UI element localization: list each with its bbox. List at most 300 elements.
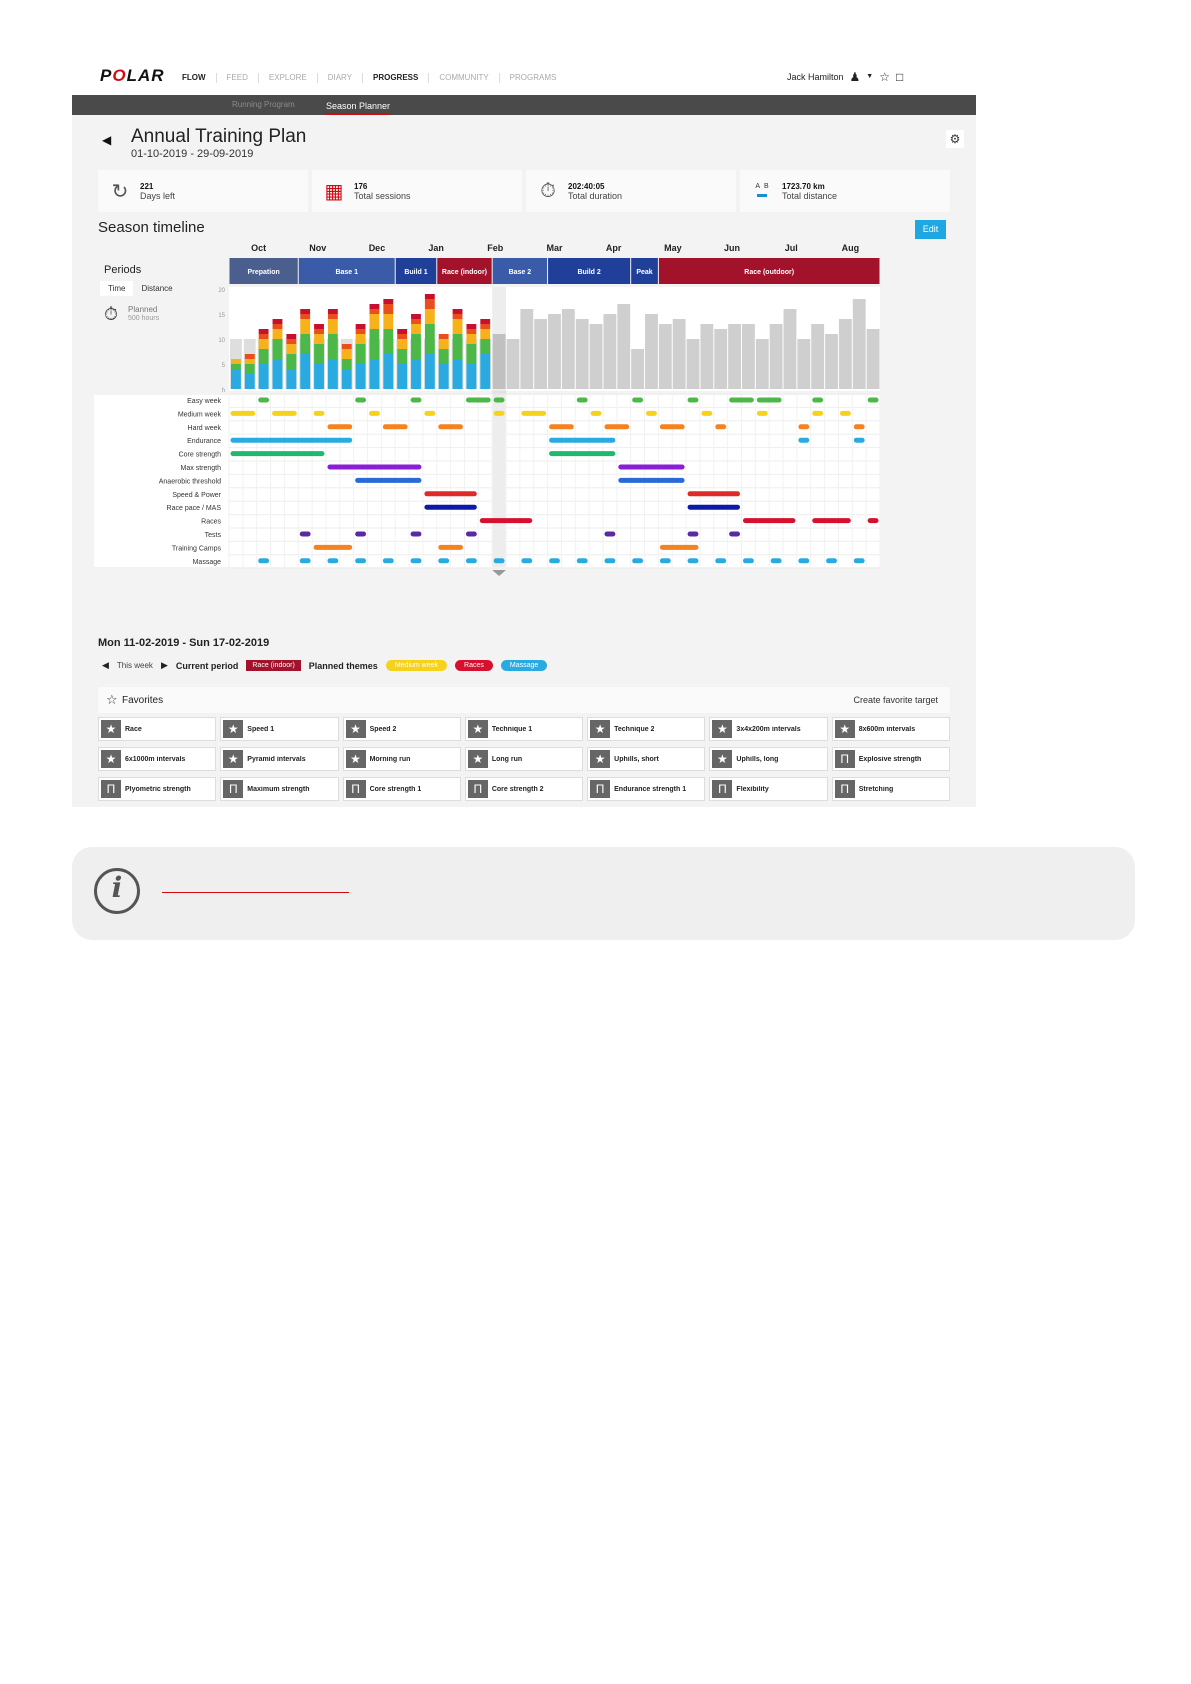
current-week-marker — [492, 570, 506, 576]
actual-bar-segment — [300, 309, 310, 314]
theme-segment — [798, 438, 809, 443]
actual-bar-segment — [411, 319, 421, 324]
theme-segment — [549, 424, 574, 429]
runner-icon: ★ — [712, 750, 732, 768]
planned-bar — [603, 314, 616, 389]
actual-bar-segment — [356, 364, 366, 389]
theme-segment — [757, 411, 768, 416]
theme-segment — [729, 532, 740, 537]
favorite-item[interactable] — [343, 777, 461, 801]
favorite-item[interactable] — [709, 777, 827, 801]
theme-segment — [231, 451, 325, 456]
favorite-item[interactable] — [832, 747, 950, 771]
planned-bar — [534, 319, 547, 389]
stat-label: Total distance — [782, 190, 838, 201]
nav-community[interactable]: COMMUNITY — [428, 73, 498, 83]
favorite-item[interactable] — [465, 777, 583, 801]
actual-bar-segment — [480, 339, 490, 354]
actual-bar-segment — [245, 359, 255, 364]
nav-programs[interactable]: PROGRAMS — [499, 73, 567, 83]
prev-week-icon[interactable]: ◀ — [102, 660, 109, 670]
planned-bar — [756, 339, 769, 389]
actual-bar-segment — [397, 334, 407, 339]
person-icon: ♟ — [849, 70, 861, 84]
planned-hours: 500 hours — [128, 315, 160, 322]
actual-bar-segment — [286, 334, 296, 339]
planned-bar — [617, 304, 630, 389]
runner-icon: ★ — [590, 750, 610, 768]
theme-segment — [632, 558, 643, 563]
favorite-label: Race — [125, 725, 142, 733]
theme-segment — [688, 398, 699, 403]
theme-segment — [411, 398, 422, 403]
actual-bar-segment — [439, 334, 449, 339]
actual-bar-segment — [259, 339, 269, 349]
theme-segment — [231, 438, 353, 443]
theme-segment — [327, 465, 421, 470]
stat-value: 1723.70 km — [782, 181, 825, 191]
planned-bar — [825, 334, 838, 389]
theme-segment — [314, 411, 325, 416]
favorite-item[interactable] — [587, 747, 705, 771]
season-timeline-chart — [72, 55, 976, 635]
actual-bar-segment — [245, 354, 255, 359]
favorite-label: Technique 2 — [614, 725, 655, 733]
favorite-item[interactable] — [220, 717, 338, 741]
theme-segment — [812, 411, 823, 416]
theme-chip-massage: Massage — [501, 660, 547, 671]
planned-bar — [687, 339, 700, 389]
actual-bar-segment — [383, 329, 393, 354]
period-label: Prepation — [247, 269, 280, 276]
theme-segment — [660, 545, 699, 550]
tab-distance[interactable]: Distance — [133, 281, 180, 296]
planned-bar — [576, 319, 589, 389]
actual-bar-segment — [411, 334, 421, 359]
theme-row-label: Race pace / MAS — [166, 505, 221, 513]
theme-segment — [549, 451, 615, 456]
actual-bar-segment — [356, 329, 366, 334]
actual-bar-segment — [370, 304, 380, 309]
current-period-label: Current period — [175, 660, 239, 671]
theme-segment — [798, 424, 809, 429]
strength-icon: Π — [712, 780, 732, 798]
current-period-chip: Race (indoor) — [246, 660, 300, 671]
theme-segment — [604, 558, 615, 563]
actual-bar-segment — [397, 329, 407, 334]
actual-bar-segment — [466, 344, 476, 364]
favorite-label: Core strength 1 — [369, 785, 422, 793]
period-label: Base 1 — [335, 269, 359, 276]
theme-segment — [757, 398, 782, 403]
theme-segment — [521, 411, 546, 416]
actual-bar-segment — [383, 354, 393, 389]
actual-bar-segment — [300, 319, 310, 334]
theme-segment — [688, 505, 740, 510]
theme-segment — [494, 558, 505, 563]
strength-icon: Π — [223, 780, 243, 798]
theme-segment — [798, 558, 809, 563]
y-tick-label: 15 — [218, 313, 225, 319]
actual-bar-segment — [466, 329, 476, 334]
actual-bar-segment — [314, 329, 324, 334]
actual-bar-segment — [342, 369, 352, 389]
actual-bar-segment — [425, 309, 435, 324]
actual-bar-segment — [453, 309, 463, 314]
theme-segment — [272, 411, 297, 416]
period-label: Race (indoor) — [441, 269, 488, 276]
month-label: Nov — [309, 243, 327, 253]
stat-value: 221 — [140, 181, 154, 191]
distance-a: A — [755, 182, 761, 190]
runner-icon: ★ — [590, 720, 610, 738]
back-arrow-icon[interactable]: ◀ — [102, 133, 112, 147]
planned-bar — [770, 324, 783, 389]
theme-row-label: Hard week — [187, 424, 221, 432]
runner-icon: ★ — [223, 720, 243, 738]
actual-bar-segment — [383, 314, 393, 329]
theme-segment — [494, 411, 505, 416]
nav-diary[interactable]: DIARY — [317, 73, 362, 83]
favorite-item[interactable] — [98, 777, 216, 801]
theme-row-label: Easy week — [187, 398, 221, 405]
actual-bar-segment — [328, 334, 338, 359]
favorite-item[interactable] — [98, 747, 216, 771]
favorite-item[interactable] — [465, 717, 583, 741]
actual-bar-segment — [314, 344, 324, 364]
favorite-item[interactable] — [220, 777, 338, 801]
favorites-grid — [98, 717, 950, 801]
planned-bar — [811, 324, 824, 389]
favorite-item[interactable] — [343, 717, 461, 741]
actual-bar-segment — [370, 314, 380, 329]
theme-segment — [715, 558, 726, 563]
theme-chip-races: Races — [455, 660, 493, 671]
actual-bar-segment — [397, 349, 407, 364]
actual-bar-segment — [439, 339, 449, 349]
planned-bar — [867, 329, 880, 389]
tab-time[interactable]: Time — [100, 281, 133, 296]
actual-bar-segment — [356, 344, 366, 364]
favorite-label: 8x600m intervals — [858, 725, 916, 733]
theme-segment — [812, 398, 823, 403]
favorite-label: 3x4x200m intervals — [736, 725, 801, 733]
favorite-label: Long run — [491, 755, 523, 763]
theme-segment — [868, 518, 879, 523]
actual-bar-segment — [273, 339, 283, 359]
actual-bar-segment — [370, 359, 380, 389]
y-tick-label: 20 — [218, 288, 225, 294]
planned-bar — [784, 309, 797, 389]
favorite-item[interactable] — [220, 747, 338, 771]
planned-bar — [673, 319, 686, 389]
actual-bar-segment — [480, 354, 490, 389]
planned-bar — [507, 339, 520, 389]
stopwatch-icon: ⏱ — [540, 179, 556, 202]
actual-bar-segment — [314, 324, 324, 329]
edit-button[interactable]: Edit — [915, 220, 946, 239]
theme-segment — [604, 532, 615, 537]
runner-icon: ★ — [346, 750, 366, 768]
strength-icon: Π — [835, 750, 855, 768]
actual-bar-segment — [453, 314, 463, 319]
timer-icon: ↻ — [111, 180, 129, 203]
period-label: Race (outdoor) — [744, 269, 795, 276]
star-icon[interactable]: ☆ — [879, 70, 890, 84]
subnav-running-program[interactable]: Running Program — [232, 100, 295, 109]
runner-icon: ★ — [101, 720, 121, 738]
period-label: Build 2 — [577, 269, 601, 276]
actual-bar-segment — [231, 359, 241, 364]
actual-bar-segment — [425, 324, 435, 354]
theme-segment — [743, 558, 754, 563]
info-link-underline[interactable] — [162, 892, 349, 893]
actual-bar-segment — [328, 319, 338, 334]
theme-segment — [729, 398, 754, 403]
runner-icon: ★ — [468, 720, 488, 738]
favorite-item[interactable] — [343, 747, 461, 771]
actual-bar-segment — [480, 319, 490, 324]
stopwatch-icon: ⏱ — [104, 304, 119, 324]
actual-bar-segment — [314, 334, 324, 344]
planned-bar — [562, 309, 575, 389]
actual-bar-segment — [453, 359, 463, 389]
theme-segment — [355, 532, 366, 537]
strength-icon: Π — [590, 780, 610, 798]
theme-segment — [314, 545, 353, 550]
favorite-item[interactable] — [832, 777, 950, 801]
actual-bar-segment — [411, 314, 421, 319]
nav-feed[interactable]: FEED — [216, 73, 258, 83]
theme-segment — [577, 558, 588, 563]
month-label: Jun — [724, 243, 741, 253]
planned-bar — [742, 324, 755, 389]
favorite-item[interactable] — [465, 747, 583, 771]
star-icon: ☆ — [106, 692, 118, 707]
theme-segment — [840, 411, 851, 416]
theme-segment — [300, 532, 311, 537]
current-week-highlight — [492, 287, 506, 567]
favorite-label: Maximum strength — [247, 785, 310, 793]
stat-label: Days left — [140, 190, 176, 201]
period-label: Base 2 — [508, 269, 532, 276]
theme-segment — [743, 518, 795, 523]
runner-icon: ★ — [101, 750, 121, 768]
actual-bar-segment — [342, 344, 352, 349]
actual-bar-segment — [342, 359, 352, 369]
theme-segment — [632, 398, 643, 403]
theme-segment — [688, 558, 699, 563]
nav-progress[interactable]: PROGRESS — [362, 73, 428, 83]
month-label: Oct — [251, 243, 267, 253]
planned-bar — [548, 314, 561, 389]
theme-row-label: Training Camps — [171, 545, 221, 553]
actual-bar-segment — [383, 304, 393, 314]
user-name: Jack Hamilton — [787, 72, 844, 82]
theme-segment — [327, 558, 338, 563]
planned-bar — [520, 309, 533, 389]
planned-bar — [714, 329, 727, 389]
actual-bar-segment — [273, 359, 283, 389]
month-label: May — [664, 243, 682, 253]
this-week-label[interactable]: This week — [116, 661, 153, 670]
theme-row-label: Max strength — [180, 465, 221, 472]
actual-bar-segment — [480, 324, 490, 329]
week-navigation — [102, 660, 547, 671]
stat-value: 202:40:05 — [568, 181, 605, 191]
app-screenshot — [72, 55, 976, 807]
theme-row-label: Tests — [204, 532, 221, 539]
actual-bar-segment — [397, 339, 407, 349]
stat-value: 176 — [354, 181, 368, 191]
favorite-item[interactable] — [587, 717, 705, 741]
favorite-item[interactable] — [709, 747, 827, 771]
actual-bar-segment — [439, 349, 449, 364]
polar-logo[interactable]: POLAR — [100, 66, 165, 85]
planned-bar — [797, 339, 810, 389]
actual-bar-segment — [425, 354, 435, 389]
actual-bar-segment — [300, 354, 310, 389]
theme-segment — [424, 411, 435, 416]
theme-segment — [854, 438, 865, 443]
favorite-item[interactable] — [98, 717, 216, 741]
actual-bar-segment — [397, 364, 407, 389]
actual-bar-segment — [466, 324, 476, 329]
strength-icon: Π — [346, 780, 366, 798]
message-icon[interactable]: □ — [896, 70, 904, 84]
theme-segment — [494, 398, 505, 403]
theme-segment — [438, 545, 463, 550]
y-tick-label: 5 — [221, 363, 225, 369]
theme-segment — [231, 411, 256, 416]
actual-bar-segment — [259, 334, 269, 339]
favorite-item[interactable] — [709, 717, 827, 741]
nav-flow[interactable]: FLOW — [182, 73, 206, 82]
favorite-label: Uphills, long — [736, 755, 779, 763]
favorite-label: Core strength 2 — [491, 785, 544, 793]
favorite-item[interactable] — [587, 777, 705, 801]
theme-segment — [258, 398, 269, 403]
planned-bar — [700, 324, 713, 389]
actual-bar-segment — [259, 364, 269, 389]
theme-segment — [854, 424, 865, 429]
plan-dates: 01-10-2019 - 29-09-2019 — [131, 148, 254, 160]
runner-icon: ★ — [835, 720, 855, 738]
favorite-label: Speed 1 — [247, 725, 275, 733]
theme-segment — [355, 398, 366, 403]
theme-segment — [438, 424, 463, 429]
theme-segment — [424, 491, 476, 496]
theme-segment — [424, 505, 476, 510]
actual-bar-segment — [328, 359, 338, 389]
create-favorite-link[interactable]: Create favorite target — [853, 695, 938, 705]
month-label: Jul — [784, 243, 798, 253]
theme-row-label: Medium week — [177, 411, 221, 419]
theme-segment — [771, 558, 782, 563]
theme-segment — [549, 558, 560, 563]
actual-bar-segment — [453, 319, 463, 334]
theme-segment — [854, 558, 865, 563]
planned-bar — [728, 324, 741, 389]
actual-bar-segment — [286, 369, 296, 389]
chevron-down-icon: ▼ — [866, 73, 874, 80]
theme-segment — [411, 532, 422, 537]
theme-row-label: Endurance — [187, 438, 221, 446]
theme-segment — [300, 558, 311, 563]
favorite-label: Speed 2 — [369, 725, 397, 733]
favorite-label: Technique 1 — [491, 725, 533, 733]
actual-bar-segment — [480, 329, 490, 339]
actual-bar-segment — [356, 334, 366, 344]
subnav-season-planner[interactable]: Season Planner — [326, 101, 391, 111]
actual-bar-segment — [273, 324, 283, 329]
theme-segment — [604, 424, 629, 429]
theme-segment — [521, 558, 532, 563]
theme-segment — [411, 558, 422, 563]
theme-segment — [660, 424, 685, 429]
theme-segment — [355, 558, 366, 563]
theme-segment — [355, 478, 421, 483]
theme-segment — [383, 424, 408, 429]
actual-bar-segment — [342, 349, 352, 359]
gear-icon[interactable]: ⚙ — [946, 130, 964, 148]
actual-bar-segment — [273, 329, 283, 339]
actual-bar-segment — [286, 354, 296, 369]
actual-bar-segment — [259, 329, 269, 334]
actual-bar-segment — [356, 324, 366, 329]
favorite-label: Stretching — [858, 785, 894, 793]
favorites-title: Favorites — [122, 695, 164, 706]
theme-segment — [383, 558, 394, 563]
theme-segment — [438, 558, 449, 563]
planned-bar — [645, 314, 658, 389]
actual-bar-segment — [231, 364, 241, 369]
actual-bar-segment — [286, 344, 296, 354]
y-tick-label: 10 — [218, 338, 225, 344]
actual-bar-segment — [370, 309, 380, 314]
favorite-item[interactable] — [832, 717, 950, 741]
planned-bar — [853, 299, 866, 389]
nav-explore[interactable]: EXPLORE — [258, 73, 317, 83]
next-week-icon[interactable]: ▶ — [160, 660, 168, 670]
actual-bar-segment — [425, 294, 435, 299]
theme-segment — [466, 558, 477, 563]
actual-bar-segment — [300, 334, 310, 354]
actual-bar-segment — [439, 364, 449, 389]
theme-segment — [480, 518, 532, 523]
period-label: Build 1 — [404, 269, 428, 276]
actual-bar-segment — [425, 299, 435, 309]
actual-bar-segment — [466, 364, 476, 389]
actual-bar-segment — [286, 339, 296, 344]
actual-bar-segment — [411, 359, 421, 389]
actual-bar-segment — [314, 364, 324, 389]
favorite-label: Explosive strength — [858, 755, 922, 763]
calendar-run-icon: ▦ — [324, 180, 344, 203]
theme-segment — [466, 532, 477, 537]
favorite-label: Endurance strength 1 — [614, 785, 687, 793]
stat-label: Total sessions — [354, 190, 411, 201]
periods-label: Periods — [104, 264, 142, 276]
planned-bar — [590, 324, 603, 389]
favorites-header — [98, 687, 950, 713]
theme-row-label: Races — [201, 518, 221, 526]
actual-bar-segment — [245, 364, 255, 374]
strength-icon: Π — [101, 780, 121, 798]
planned-bar — [659, 324, 672, 389]
actual-bar-segment — [466, 334, 476, 344]
actual-bar-segment — [259, 349, 269, 364]
